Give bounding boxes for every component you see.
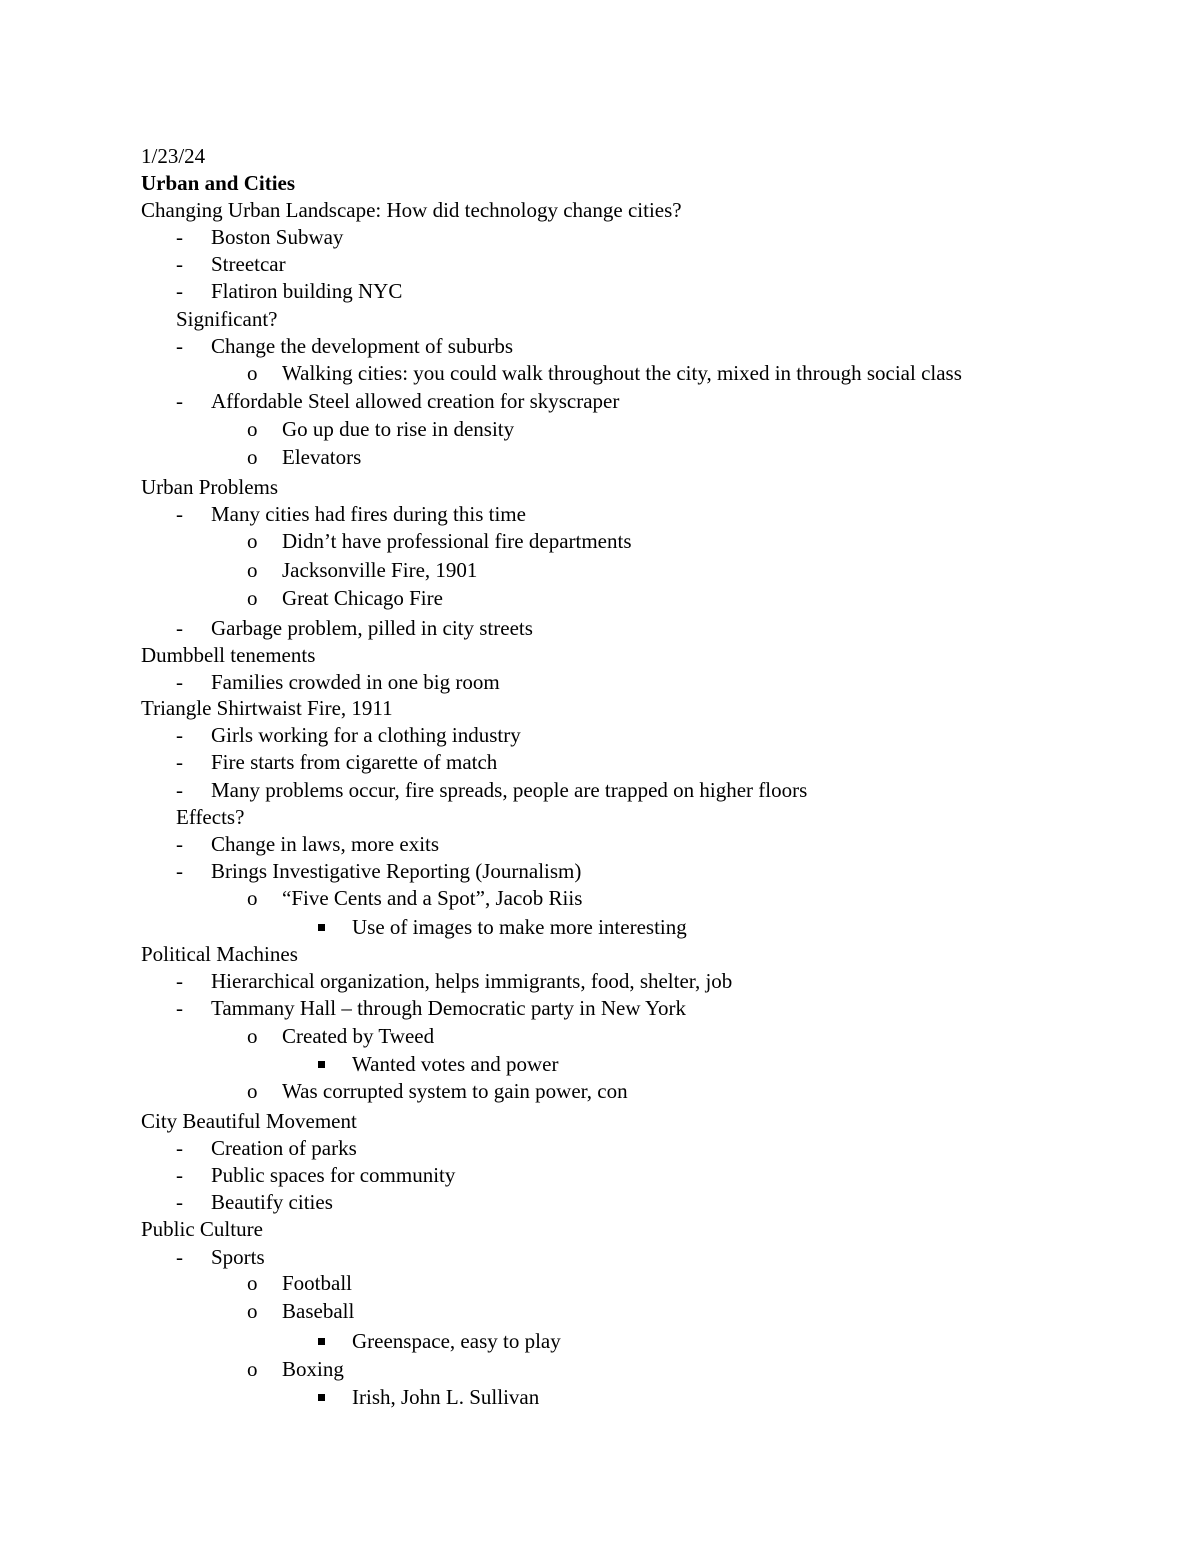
dash-bullet: - — [176, 996, 183, 1020]
dash-bullet: - — [176, 1163, 183, 1187]
bullet-item: Boston Subway — [211, 225, 344, 249]
sub-sub-bullet-item: Wanted votes and power — [352, 1052, 559, 1076]
bullet-item: Public spaces for community — [211, 1163, 456, 1187]
dash-bullet: - — [176, 334, 183, 358]
circle-bullet: o — [247, 1271, 258, 1295]
circle-bullet: o — [247, 886, 258, 910]
circle-bullet: o — [247, 361, 258, 385]
bullet-item: Fire starts from cigarette of match — [211, 750, 498, 774]
sub-bullet-item: “Five Cents and a Spot”, Jacob Riis — [282, 886, 583, 910]
sub-bullet-item: Go up due to rise in density — [282, 417, 515, 441]
section-heading: Urban Problems — [141, 475, 279, 499]
dash-bullet: - — [176, 1245, 183, 1269]
square-bullet-icon — [318, 1394, 325, 1401]
circle-bullet: o — [247, 558, 258, 582]
bullet-item: Beautify cities — [211, 1190, 333, 1214]
bullet-item: Change in laws, more exits — [211, 832, 440, 856]
sub-bullet-item: Created by Tweed — [282, 1024, 435, 1048]
bullet-item: Many problems occur, fire spreads, people are trapped on higher floors — [211, 778, 808, 802]
square-bullet-icon — [318, 1338, 325, 1345]
dash-bullet: - — [176, 616, 183, 640]
bullet-item: Girls working for a clothing industry — [211, 723, 521, 747]
sub-bullet-item: Football — [282, 1271, 353, 1295]
dash-bullet: - — [176, 969, 183, 993]
circle-bullet: o — [247, 445, 258, 469]
sub-bullet-item: Walking cities: you could walk throughout the city, mixed in through social class — [282, 361, 962, 385]
dash-bullet: - — [176, 832, 183, 856]
bullet-item: Families crowded in one big room — [211, 670, 500, 694]
sub-bullet-item: Was corrupted system to gain power, con — [282, 1079, 628, 1103]
sub-sub-bullet-item: Use of images to make more interesting — [352, 915, 687, 939]
circle-bullet: o — [247, 1024, 258, 1048]
dash-bullet: - — [176, 723, 183, 747]
square-bullet-icon — [318, 1061, 325, 1068]
dash-bullet: - — [176, 1136, 183, 1160]
sub-sub-bullet-item: Irish, John L. Sullivan — [352, 1385, 540, 1409]
bullet-item: Many cities had fires during this time — [211, 502, 526, 526]
section-heading: Changing Urban Landscape: How did technology change cities? — [141, 198, 682, 222]
square-bullet-icon — [318, 924, 325, 931]
bullet-item: Brings Investigative Reporting (Journalism) — [211, 859, 582, 883]
dash-bullet: - — [176, 225, 183, 249]
dash-bullet: - — [176, 778, 183, 802]
bullet-item: Streetcar — [211, 252, 286, 276]
circle-bullet: o — [247, 1079, 258, 1103]
bullet-item: Creation of parks — [211, 1136, 357, 1160]
section-heading: Political Machines — [141, 942, 298, 966]
section-heading: Dumbbell tenements — [141, 643, 316, 667]
section-heading: City Beautiful Movement — [141, 1109, 357, 1133]
dash-bullet: - — [176, 252, 183, 276]
bullet-item: Change the development of suburbs — [211, 334, 514, 358]
dash-bullet: - — [176, 1190, 183, 1214]
bullet-item: Sports — [211, 1245, 265, 1269]
sub-bullet-item: Jacksonville Fire, 1901 — [282, 558, 478, 582]
dash-bullet: - — [176, 279, 183, 303]
circle-bullet: o — [247, 1299, 258, 1323]
sub-bullet-item: Boxing — [282, 1357, 344, 1381]
bullet-item: Hierarchical organization, helps immigrants, food, shelter, job — [211, 969, 733, 993]
dash-bullet: - — [176, 389, 183, 413]
bullet-item: Flatiron building NYC — [211, 279, 403, 303]
section-heading: Public Culture — [141, 1217, 263, 1241]
circle-bullet: o — [247, 529, 258, 553]
sub-bullet-item: Baseball — [282, 1299, 355, 1323]
dash-bullet: - — [176, 859, 183, 883]
document-title: Urban and Cities — [141, 171, 296, 195]
bullet-item: Tammany Hall – through Democratic party in New York — [211, 996, 687, 1020]
sub-bullet-item: Great Chicago Fire — [282, 586, 443, 610]
date-line: 1/23/24 — [141, 144, 206, 168]
circle-bullet: o — [247, 1357, 258, 1381]
section-heading: Triangle Shirtwaist Fire, 1911 — [141, 696, 393, 720]
circle-bullet: o — [247, 586, 258, 610]
dash-bullet: - — [176, 502, 183, 526]
sub-bullet-item: Didn’t have professional fire departments — [282, 529, 632, 553]
circle-bullet: o — [247, 417, 258, 441]
subheading: Effects? — [176, 805, 245, 829]
sub-sub-bullet-item: Greenspace, easy to play — [352, 1329, 561, 1353]
dash-bullet: - — [176, 750, 183, 774]
bullet-item: Affordable Steel allowed creation for skyscraper — [211, 389, 620, 413]
sub-bullet-item: Elevators — [282, 445, 362, 469]
subheading: Significant? — [176, 307, 278, 331]
dash-bullet: - — [176, 670, 183, 694]
bullet-item: Garbage problem, pilled in city streets — [211, 616, 533, 640]
